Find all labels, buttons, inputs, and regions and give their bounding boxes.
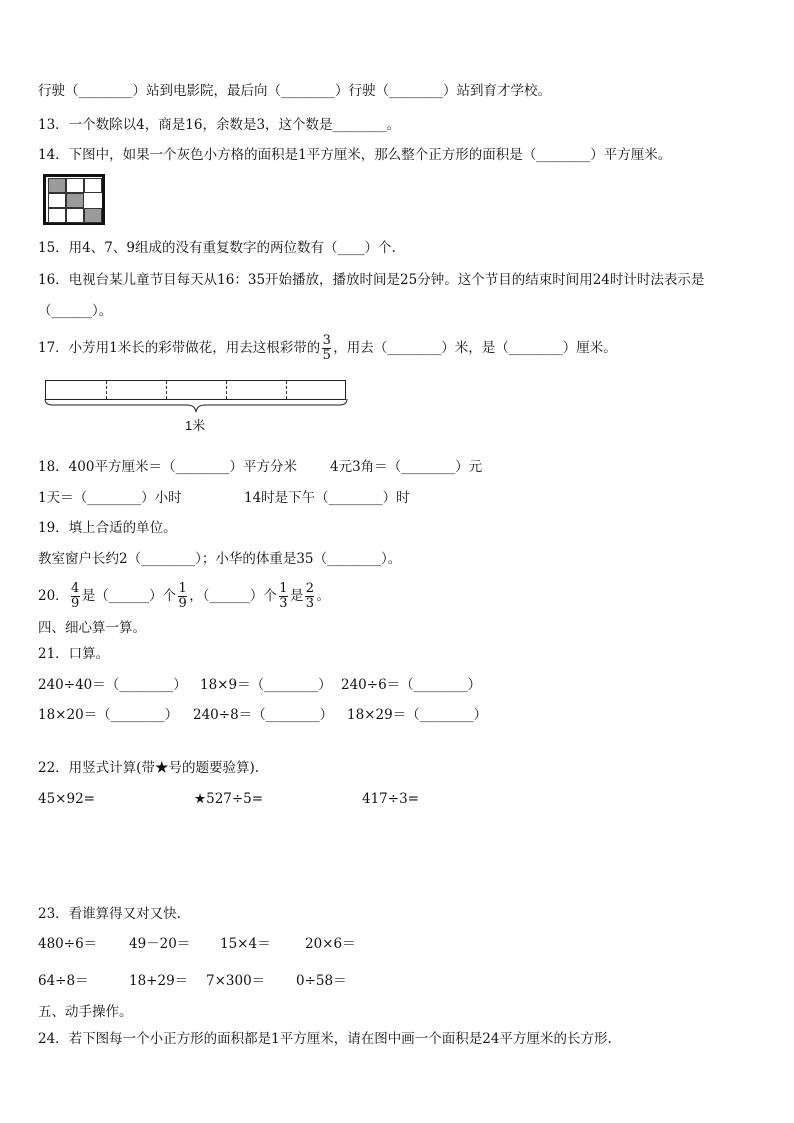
q23-item: 64÷8＝ [38,973,89,989]
q16: 16．电视台某儿童节目每天从16：35开始播放，播放时间是25分钟。这个节目的结束时间用24时计时法表示是 [38,272,705,288]
grid-cell [48,193,66,208]
grid-cell-gray [48,178,66,193]
section-5-heading: 五、动手操作。 [38,1004,133,1020]
grid-cell [66,178,84,193]
q21-item: 240÷40＝（________） [38,677,187,693]
fraction-4-9: $\frac{4}{9}$ [71,581,80,611]
q18-b: 4元3角＝（________）元 [330,459,483,475]
ribbon-divider [166,381,167,399]
q19-body: 教室窗户长约2（________）；小华的体重是35（________）。 [38,551,402,567]
q20 [38,579,330,613]
q21-item: 240÷8＝（________） [193,707,334,723]
q23-item: 20×6＝ [305,936,356,952]
fraction-1-9: $\frac{1}{9}$ [178,581,187,611]
q23: 23．看谁算得又对又快. [38,906,181,922]
fraction-1-3: $\frac{1}{3}$ [279,581,288,611]
q19: 19．填上合适的单位。 [38,520,177,536]
q21-item: 18×29＝（________） [347,707,488,723]
section-4-heading: 四、细心算一算。 [38,620,146,636]
q18-a: 18．400平方厘米＝（________）平方分米 [38,459,297,475]
grid-cell-gray [66,193,84,208]
q22-item: ★527÷5= [194,791,264,807]
q21-item: 18×9＝（________） [200,677,332,693]
q17-text-end: ，用去（________）米，是（________）厘米。 [333,340,617,356]
q14: 14．下图中，如果一个灰色小方格的面积是1平方厘米，那么整个正方形的面积是（________）平方厘米。 [38,147,672,163]
ribbon-divider [226,381,227,399]
q23-item: 7×300＝ [206,973,266,989]
q18-d: 14时是下午（________）时 [244,490,410,506]
grid-cell [48,208,66,223]
q23-item: 18+29＝ [129,973,189,989]
q20-text: 是（______）个 [81,588,177,604]
q21: 21．口算。 [38,646,110,662]
q12-continuation: 行驶（________）站到电影院，最后向（________）行驶（________）站到育才学校。 [38,83,551,99]
q20-number: 20． [38,588,69,604]
q20-text: 。 [316,588,330,604]
q23-item: 49－20＝ [129,936,191,952]
q21-item: 18×20＝（________） [38,707,179,723]
q22-item: 417÷3= [362,791,419,807]
grid-cell [66,208,84,223]
q13: 13．一个数除以4，商是16，余数是3，这个数是________。 [38,117,401,133]
q23-item: 0÷58＝ [296,973,347,989]
q22: 22．用竖式计算(带★号的题要验算). [38,760,260,776]
brace-icon [43,398,349,414]
q18-c: 1天＝（________）小时 [38,490,182,506]
grid-cell [84,178,102,193]
grid-cell-gray [84,208,102,223]
q20-text: ，（______）个 [189,588,277,604]
q15: 15．用4、7、9组成的没有重复数字的两位数有（____）个. [38,240,396,256]
q17-text: 17．小芳用1米长的彩带做花，用去这根彩带的 [38,340,321,356]
q16-answer: （______）。 [38,303,113,319]
ribbon-length-label: 1米 [185,418,206,433]
ribbon-divider [106,381,107,399]
q21-item: 240÷6＝（________） [341,677,482,693]
ribbon-diagram [45,380,346,400]
square-grid-figure [43,174,105,225]
q20-text: 是 [289,588,304,604]
q24: 24．若下图每一个小正方形的面积都是1平方厘米，请在图中画一个面积是24平方厘米的长方形. [38,1031,612,1047]
q22-item: 45×92= [38,791,95,807]
ribbon-divider [286,381,287,399]
q23-item: 480÷6＝ [38,936,98,952]
fraction-3-5: $\frac{3}{5}$ [322,333,331,363]
q23-item: 15×4＝ [220,936,271,952]
q17 [38,333,617,363]
fraction-2-3: $\frac{2}{3}$ [305,581,315,611]
